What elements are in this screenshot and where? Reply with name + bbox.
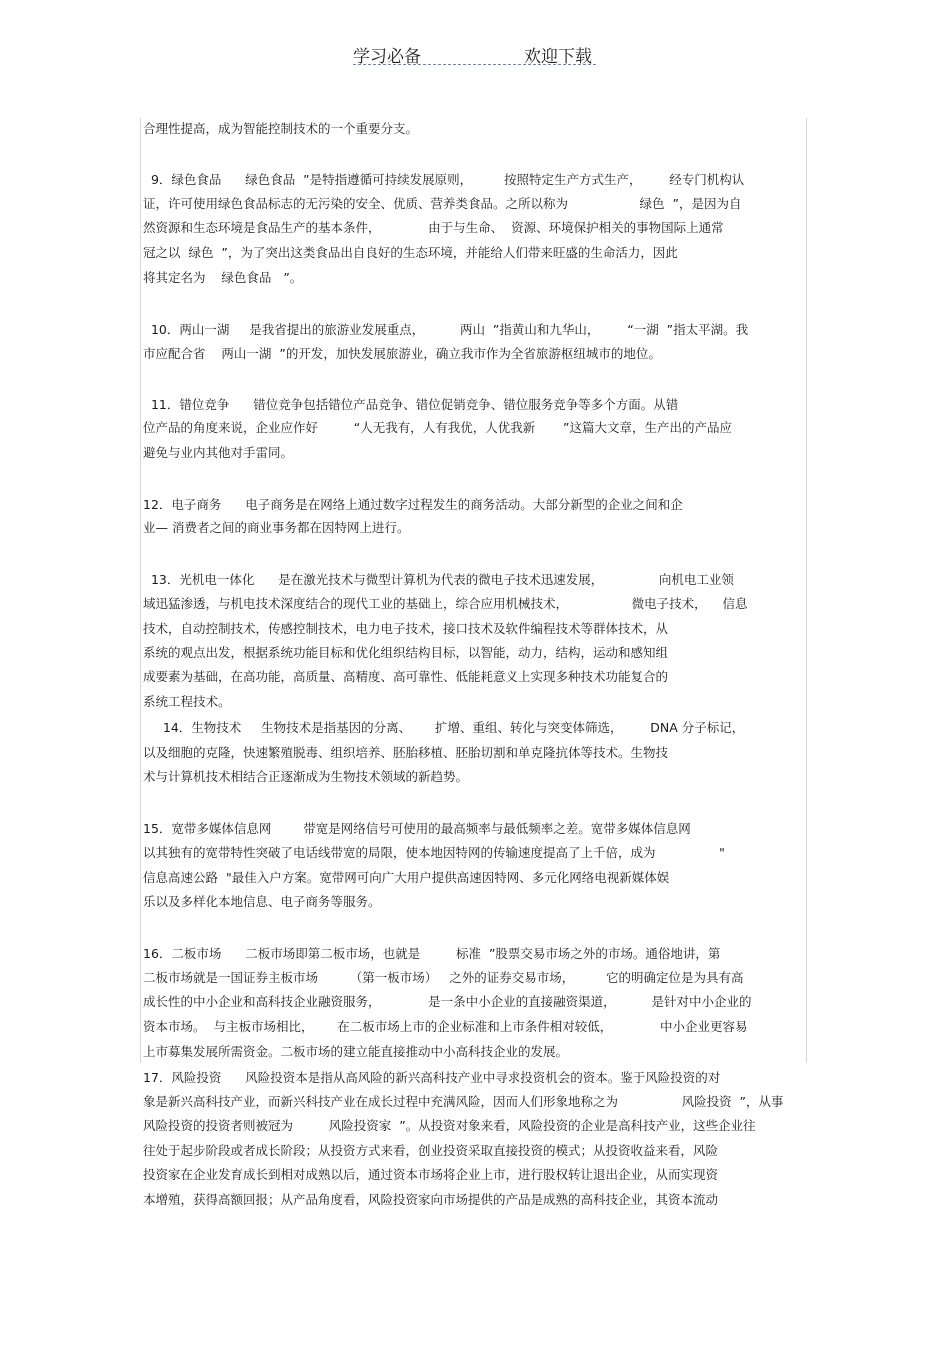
page-header	[353, 42, 596, 65]
text-line: 系统工程技术。	[143, 694, 231, 709]
text-line: 以其独有的宽带特性突破了电话线带宽的局限，使本地因特网的传输速度提高了上千倍，成为 "	[143, 845, 725, 860]
text-line: 14．生物技术 生物技术是指基因的分离、 扩增、重组、转化与突变体筛选， DNA 分子标记，	[143, 720, 745, 735]
left-margin-rule	[140, 118, 141, 1063]
text-line: 象是新兴高科技产业，而新兴科技产业在成长过程中充满风险，因而人们形象地称之为 风险投资 ”，从事	[143, 1094, 784, 1109]
text-line: 避免与业内其他对手雷同。	[143, 445, 294, 460]
text-line: 然资源和生态环境是食品生产的基本条件， 由于与生命、 资源、环境保护相关的事物国际上通常	[143, 220, 724, 235]
text-line: 17．风险投资 风险投资本是指从高风险的新兴高科技产业中寻求投资机会的资本。鉴于风险投资的对	[143, 1070, 721, 1085]
text-line: 乐以及多样化本地信息、电子商务等服务。	[143, 894, 381, 909]
text-line: 9．绿色食品 绿色食品 ”是特指遵循可持续发展原则， 按照特定生产方式生产， 经专门机构认	[143, 172, 745, 187]
text-line: 合理性提高，成为智能控制技术的一个重要分支。	[143, 121, 419, 136]
text-line: 位产品的角度来说，企业应作好 “人无我有，人有我优，人优我新 ”这篇大文章，生产出的产品应	[143, 420, 733, 435]
header-left-text: 学习必备	[353, 47, 421, 67]
text-line: 15．宽带多媒体信息网 带宽是网络信号可使用的最高频率与最低频率之差。宽带多媒体信息网	[143, 821, 691, 836]
text-line: 风险投资的投资者则被冠为 风险投资家 ”。从投资对象来看，风险投资的企业是高科技产业，这些企业往	[143, 1118, 756, 1133]
text-line: 以及细胞的克隆，快速繁殖脱毒、组织培养、胚胎移植、胚胎切割和单克隆抗体等技术。生物技	[143, 745, 669, 760]
text-line: 16．二板市场 二板市场即第二板市场，也就是 标准 ”股票交易市场之外的市场。通俗地讲，第	[143, 946, 721, 961]
text-line: 12．电子商务 电子商务是在网络上通过数字过程发生的商务活动。大部分新型的企业之间和企	[143, 497, 683, 512]
header-right-text: 欢迎下载	[524, 47, 592, 67]
text-line: 投资家在企业发育成长到相对成熟以后，通过资本市场将企业上市，进行股权转让退出企业，从而实现资	[143, 1167, 719, 1182]
text-line: 10．两山一湖 是我省提出的旅游业发展重点， 两山 ”指黄山和九华山， “一湖 ”指太平湖。我	[143, 322, 749, 337]
text-line: 市应配合省 两山一湖 ”的开发，加快发展旅游业，确立我市作为全省旅游枢纽城市的地位。	[143, 346, 661, 361]
text-line: 上市募集发展所需资金。二板市场的建立能直接推动中小高科技企业的发展。	[143, 1044, 569, 1059]
right-margin-rule	[806, 118, 807, 1063]
text-line: 成要素为基础，在高功能，高质量、高精度、高可靠性、低能耗意义上实现多种技术功能复合的	[143, 669, 669, 684]
text-line: 信息高速公路 "最佳入户方案。宽带网可向广大用户提供高速因特网、多元化网络电视新媒体娱	[143, 870, 670, 885]
text-line: 技术，自动控制技术，传感控制技术，电力电子技术，接口技术及软件编程技术等群体技术，从	[143, 621, 669, 636]
text-line: 域迅猛渗透，与机电技术深度结合的现代工业的基础上，综合应用机械技术， 微电子技术， 信息	[143, 596, 748, 611]
text-line: 系统的观点出发，根据系统功能目标和优化组织结构目标，以智能，动力，结构，运动和感知组	[143, 645, 669, 660]
text-line: 往处于起步阶段或者成长阶段；从投资方式来看，创业投资采取直接投资的模式；从投资收益来看，风险	[143, 1143, 719, 1158]
text-line: 二板市场就是一国证券主板市场 （第一板市场） 之外的证券交易市场， 它的明确定位是为具有高	[143, 970, 744, 985]
text-line: 术与计算机技术相结合正逐渐成为生物技术领域的新趋势。	[143, 769, 469, 784]
text-line: 将其定名为 绿色食品 ”。	[143, 270, 303, 285]
text-line: 证，许可使用绿色食品标志的无污染的安全、优质、营养类食品。之所以称为 绿色 ”，是因为自	[143, 196, 742, 211]
text-line: 本增殖，获得高额回报；从产品角度看，风险投资家向市场提供的产品是成熟的高科技企业，其资本流动	[143, 1192, 719, 1207]
text-line: 业— 消费者之间的商业事务都在因特网上进行。	[143, 520, 410, 535]
text-line: 成长性的中小企业和高科技企业融资服务， 是一条中小企业的直接融资渠道， 是针对中小企业的	[143, 994, 752, 1009]
text-line: 11．错位竞争 错位竞争包括错位产品竞争、错位促销竞争、错位服务竞争等多个方面。从错	[143, 397, 679, 412]
text-line: 13．光机电一体化 是在激光技术与微型计算机为代表的微电子技术迅速发展， 向机电工业领	[143, 572, 734, 587]
text-line: 资本市场。 与主板市场相比， 在二板市场上市的企业标准和上市条件相对较低， 中小企业更容易	[143, 1019, 748, 1034]
text-line: 冠之以 绿色 ”，为了突出这类食品出自良好的生态环境，并能给人们带来旺盛的生命活力，因此	[143, 245, 678, 260]
